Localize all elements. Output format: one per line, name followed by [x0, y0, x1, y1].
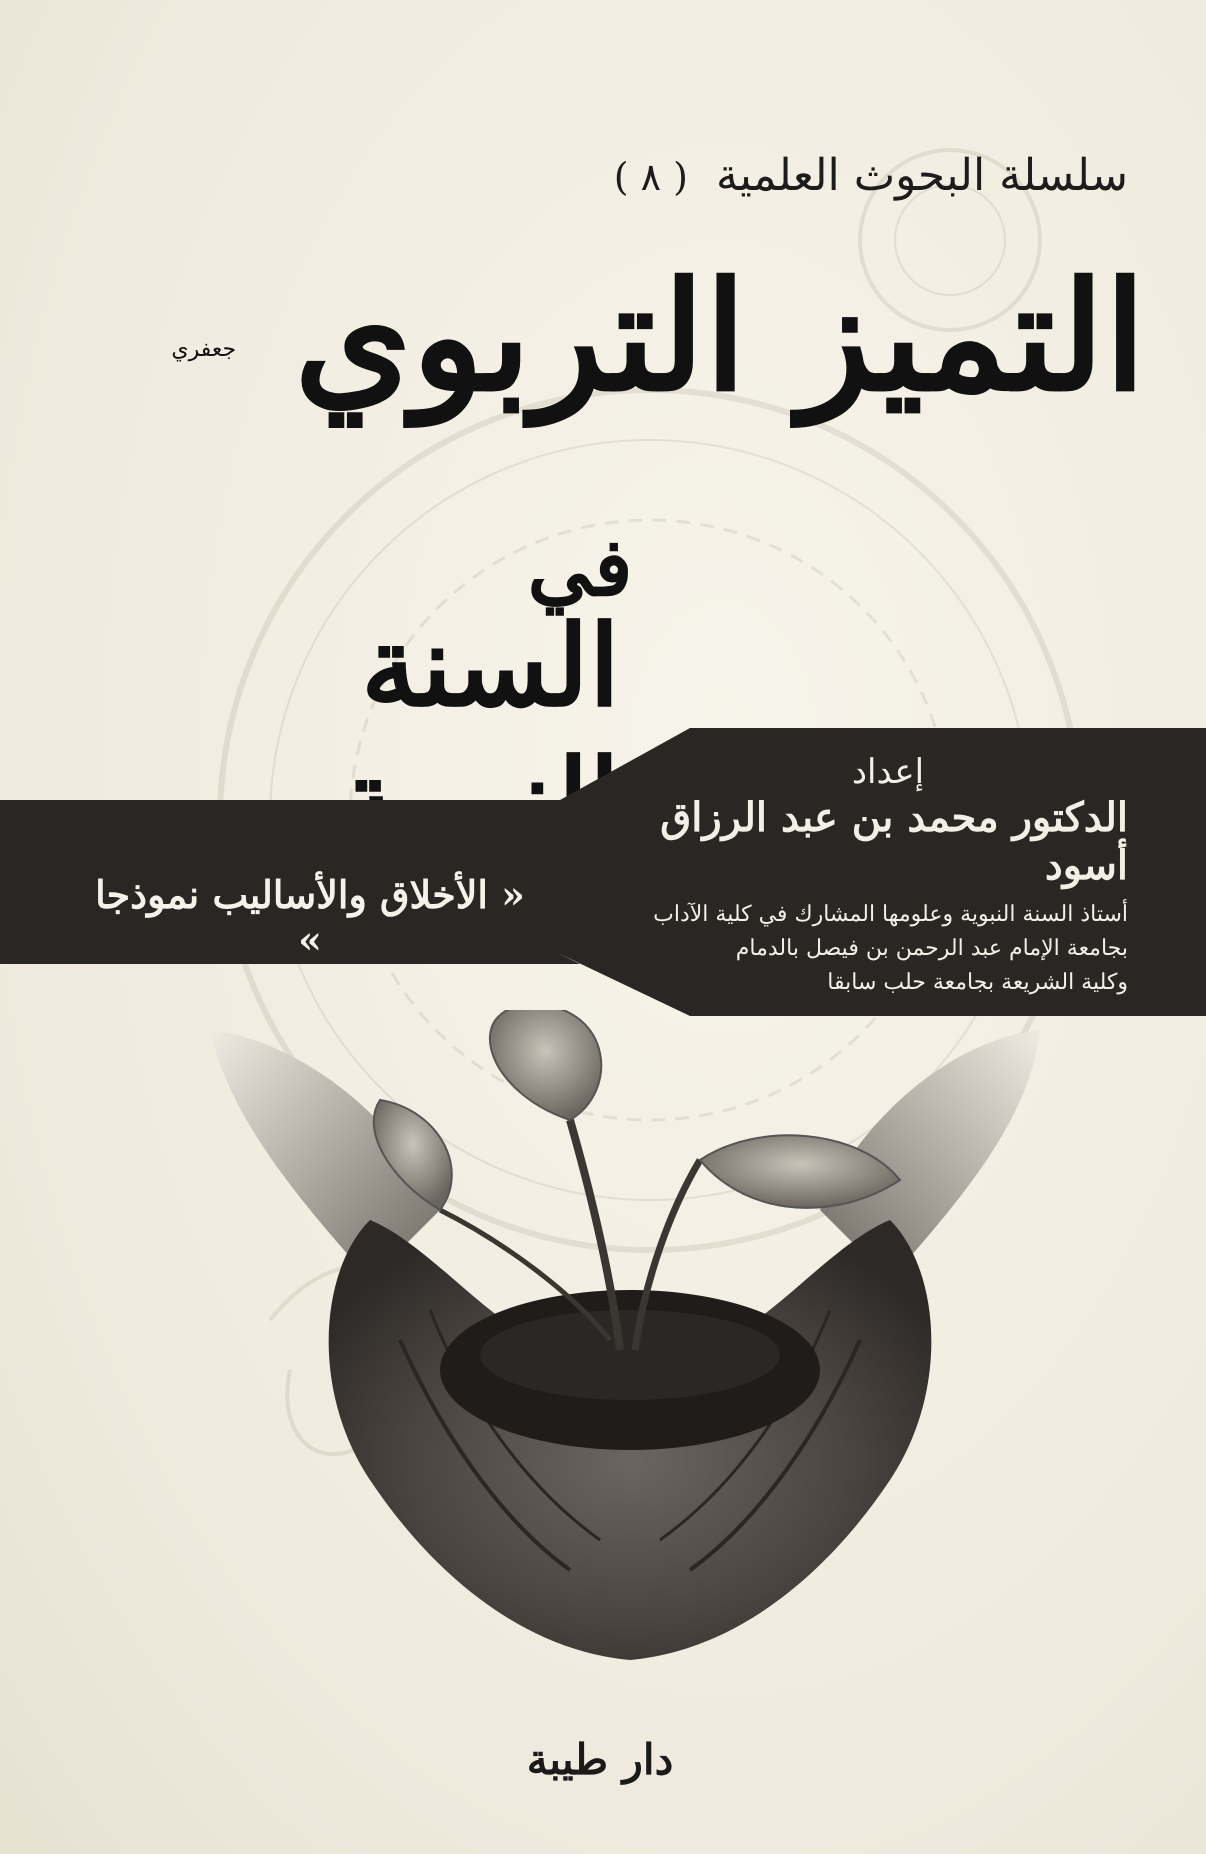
series-title-text: سلسلة البحوث العلمية — [715, 150, 1128, 201]
series-number: ( ٨ ) — [613, 155, 688, 199]
prepared-by-label: إعداد — [851, 752, 925, 792]
author-affiliation-line: أستاذ السنة النبوية وعلومها المشارك في كلية الآداب — [653, 902, 1128, 927]
publisher-name: دار طيبة — [526, 1735, 674, 1784]
book-title-line1: التميز التربوي — [294, 249, 1146, 425]
calligrapher-signature: جعفري — [171, 336, 237, 362]
book-title-line3: السنة — [361, 601, 620, 732]
book-subtitle: « الأخلاق والأساليب نموذجا » — [95, 872, 525, 962]
book-title-line2: في — [527, 520, 633, 614]
author-affiliation-line: وكلية الشريعة بجامعة حلب سابقا — [827, 970, 1128, 996]
cupped-hands-seedling-image-icon — [140, 1010, 1120, 1690]
author-affiliation-line: بجامعة الإمام عبد الرحمن بن فيصل بالدمام — [735, 936, 1128, 962]
author-name: الدكتور محمد بن عبد الرزاق أسود — [660, 794, 1128, 889]
author-block — [648, 752, 1128, 1000]
